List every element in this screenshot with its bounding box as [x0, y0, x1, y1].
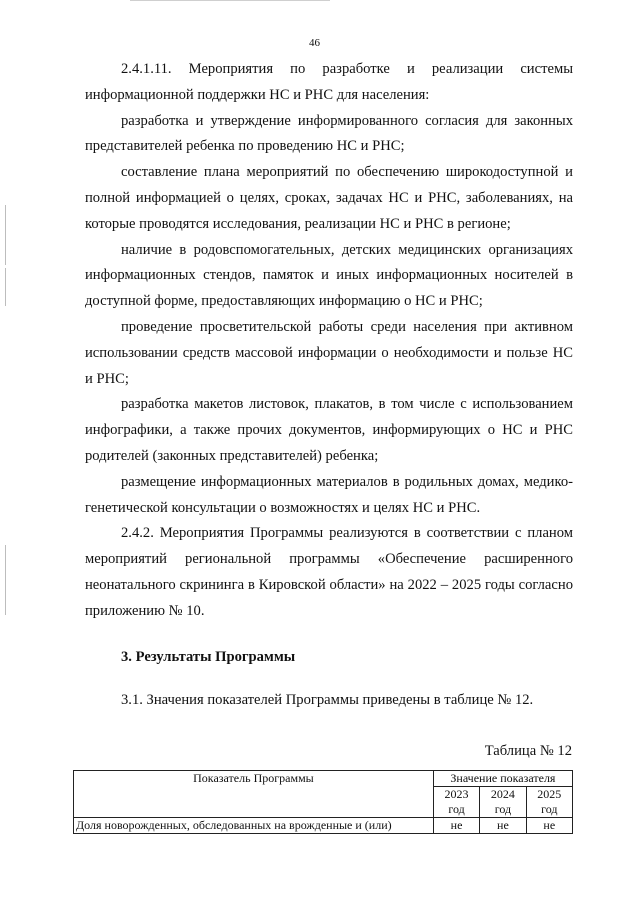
- body-text: [85, 57, 573, 714]
- page-number: 46: [309, 37, 320, 49]
- value-cell: не: [433, 818, 479, 834]
- year-unit: год: [494, 802, 512, 816]
- year-unit: год: [541, 802, 558, 816]
- paragraph-consent: разработка и утверждение информированного согласия для законных представителей ребенка по проведению НС и РНС;: [85, 112, 573, 155]
- scan-artifact-mark: [5, 205, 6, 265]
- year-label: 2024: [490, 787, 515, 801]
- year-cell: [526, 787, 572, 818]
- scan-artifact-mark: [5, 545, 6, 615]
- header-indicator: Показатель Программы: [74, 771, 434, 818]
- table-header-row: [74, 771, 573, 787]
- scan-artifact-mark: [5, 268, 6, 306]
- year-cell: [480, 787, 526, 818]
- paragraph-leaflets: разработка макетов листовок, плакатов, в том числе с использованием инфографики, а также прочих документов, информирующих о НС и РНС родителей (законных представителей) ребенка;: [85, 396, 573, 464]
- paragraph-2-4-1-11: 2.4.1.11. Мероприятия по разработке и реализации системы информационной поддержки НС и РНС для населения:: [85, 61, 573, 103]
- paragraph-outreach: проведение просветительской работы среди населения при активном использовании средств массовой информации о необходимости и пользе НС и РНС;: [85, 318, 573, 387]
- year-unit: год: [448, 802, 465, 816]
- top-scan-line: [130, 0, 330, 1]
- section-paragraph: 3.1. Значения показателей Программы приведены в таблице № 12.: [121, 692, 534, 709]
- year-cell: [433, 787, 479, 818]
- table-caption: Таблица № 12: [484, 743, 572, 759]
- paragraph-placement: размещение информационных материалов в родильных домах, медико-генетической консультации о возможностях и целях НС и РНС.: [85, 473, 573, 516]
- year-label: 2023: [444, 787, 469, 801]
- indicators-table: [73, 770, 573, 834]
- table-row: [74, 818, 573, 834]
- value-cell: не: [480, 818, 526, 834]
- paragraph-stands: наличие в родовспомогательных, детских медицинских организациях информационных стендов, памяток и иных информационных носителей в доступной форме, предоставляющих информацию о НС и РНС;: [85, 241, 573, 310]
- year-label: 2025: [537, 787, 562, 801]
- paragraph-plan: составление плана мероприятий по обеспечению широкодоступной и полной информацией о целях, сроках, задачах НС и РНС, заболеваниях, на которые проводятся исследования, реализации НС и РНС в регионе;: [85, 164, 573, 232]
- section-heading: 3. Результаты Программы: [121, 648, 296, 665]
- value-cell: не: [526, 818, 572, 834]
- indicator-cell: Доля новорожденных, обследованных на врожденные и (или): [74, 818, 434, 834]
- paragraph-2-4-2: 2.4.2. Мероприятия Программы реализуются в соответствии с планом мероприятий региональной программы «Обеспечение расширенного неонатального скрининга в Кировской области» на 2022 – 2025 годы согласно приложению № 10.: [85, 525, 573, 619]
- header-value: Значение показателя: [433, 771, 572, 787]
